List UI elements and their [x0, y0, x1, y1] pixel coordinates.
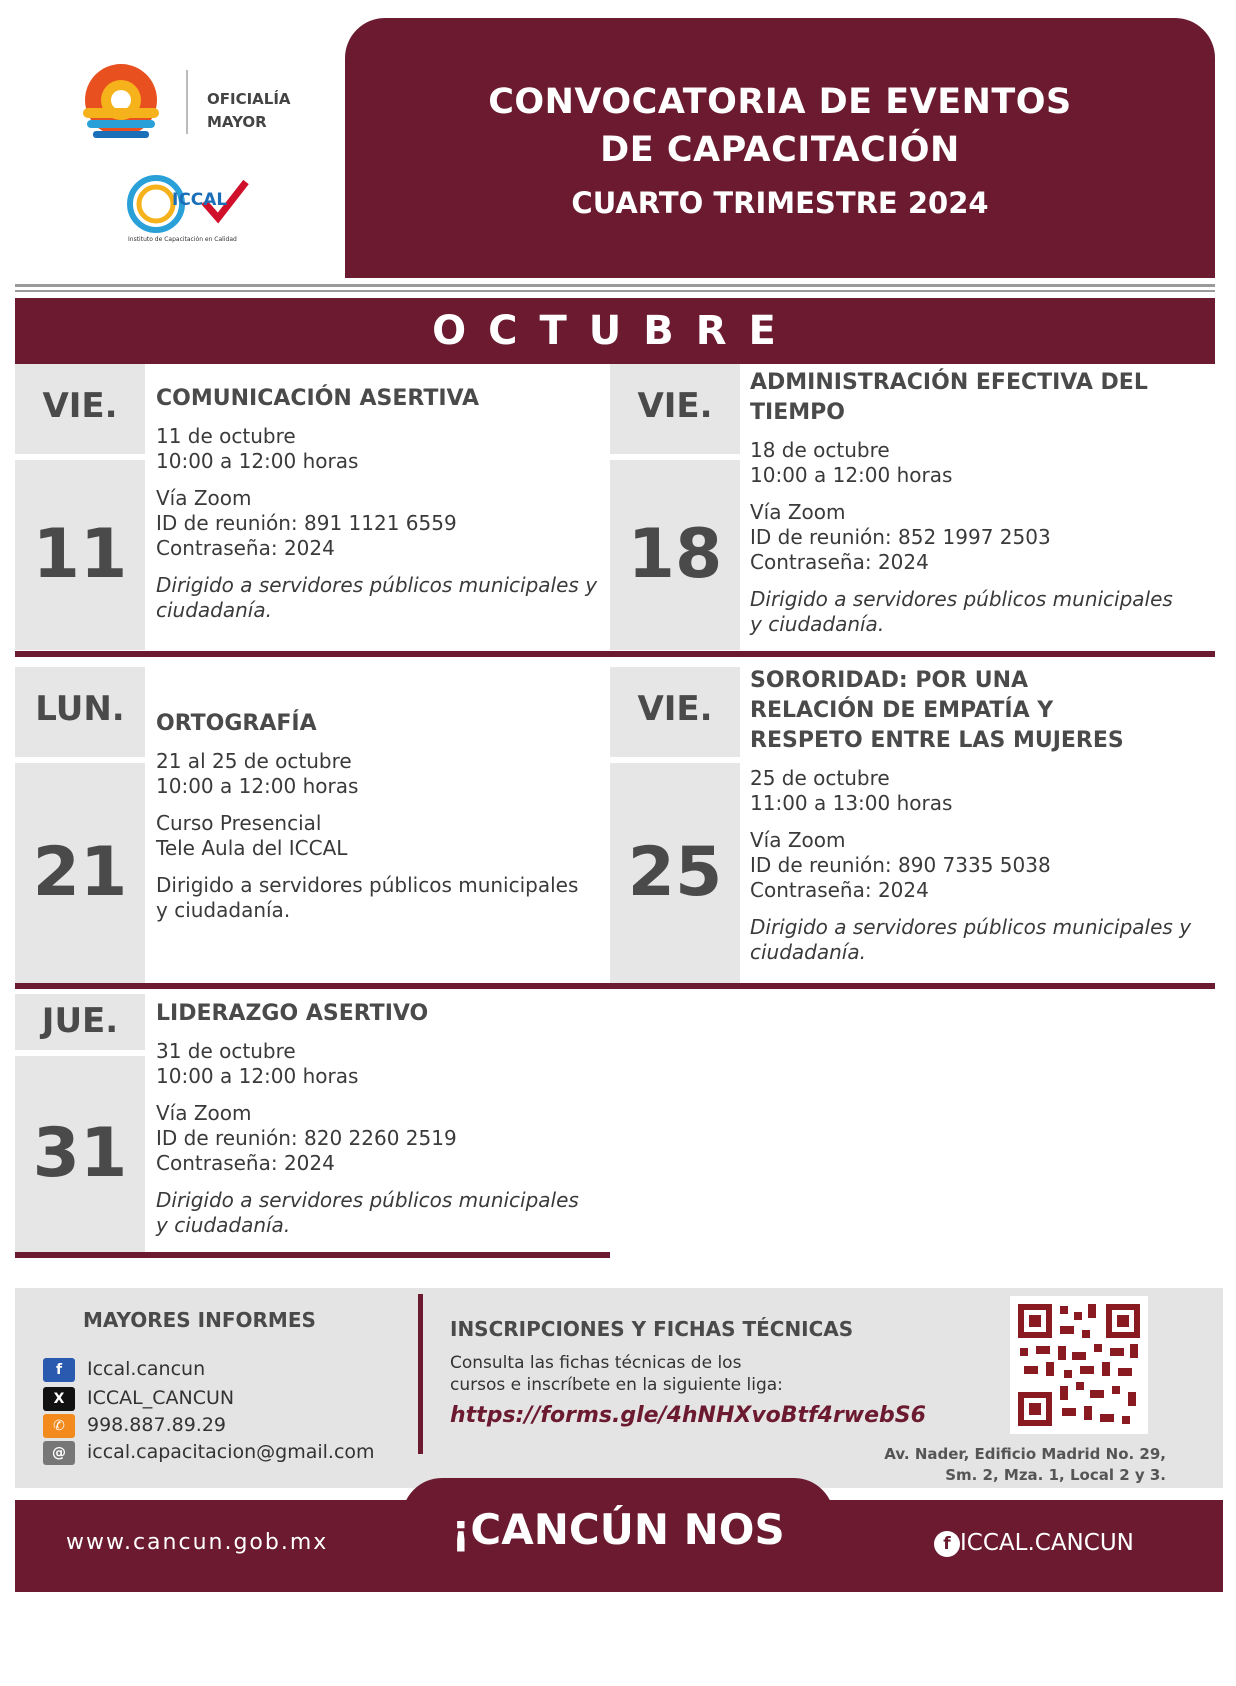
- contact-x: X ICCAL_CANCUN: [43, 1385, 234, 1411]
- email-icon: @: [43, 1441, 75, 1465]
- address: Av. Nader, Edificio Madrid No. 29, Sm. 2, Mza. 1, Local 2 y 3.: [884, 1445, 1166, 1484]
- event-day: 11: [15, 460, 145, 650]
- row-separator: [15, 1252, 610, 1258]
- website-link[interactable]: www.cancun.gob.mx: [66, 1530, 329, 1555]
- facebook-icon: f: [43, 1358, 75, 1382]
- x-icon: X: [43, 1387, 75, 1411]
- iccal-subtitle: Instituto de Capacitación en Calidad: [128, 236, 237, 243]
- event-card: LIDERAZGO ASERTIVO 31 de octubre 10:00 a 12:00 horas Vía Zoom ID de reunión: 820 2260 2519 Contraseña: 2024 Dirigido a servidores públicos municipales y ciudadanía.: [156, 999, 606, 1238]
- event-title: ADMINISTRACIÓN EFECTIVA DEL TIEMPO: [750, 370, 1148, 425]
- event-dow: VIE.: [610, 667, 740, 757]
- contact-facebook: f Iccal.cancun: [43, 1356, 205, 1382]
- page-title: CONVOCATORIA DE EVENTOS DE CAPACITACIÓN: [488, 82, 1072, 170]
- event-card: COMUNICACIÓN ASERTIVA 11 de octubre 10:00 a 12:00 horas Vía Zoom ID de reunión: 891 1121 6559 Contraseña: 2024 Dirigido a servidores públicos municipales y ciudadanía.: [156, 384, 606, 623]
- event-day: 25: [610, 763, 740, 983]
- logo-area: [0, 0, 340, 280]
- event-title: SORORIDAD: POR UNA RELACIÓN DE EMPATÍA Y RESPETO ENTRE LAS MUJERES: [750, 668, 1124, 753]
- info-heading: MAYORES INFORMES: [83, 1308, 316, 1332]
- event-title: COMUNICACIÓN ASERTIVA: [156, 386, 480, 411]
- qr-code-icon[interactable]: [1010, 1296, 1148, 1434]
- event-title: LIDERAZGO ASERTIVO: [156, 1001, 429, 1026]
- footer-divider: [418, 1294, 423, 1454]
- signup-link[interactable]: https://forms.gle/4hNHXvoBtf4rwebS6: [450, 1403, 926, 1428]
- event-title: ORTOGRAFÍA: [156, 711, 317, 736]
- event-dow: VIE.: [15, 364, 145, 454]
- facebook-icon: f: [934, 1531, 960, 1557]
- slogan: ¡CANCÚN NOS UNE!: [402, 1478, 834, 1592]
- header-banner: [345, 18, 1215, 278]
- event-day: 18: [610, 460, 740, 650]
- event-dow: LUN.: [15, 667, 145, 757]
- signup-text: Consulta las fichas técnicas de los cursos e inscríbete en la siguiente liga:: [450, 1353, 783, 1395]
- event-dow: VIE.: [610, 364, 740, 454]
- office-name: OFICIALÍA MAYOR: [207, 90, 291, 131]
- iccal-wordmark: ICCAL: [172, 190, 228, 210]
- month-banner: OCTUBRE: [15, 298, 1215, 364]
- header-rule: [15, 284, 1215, 287]
- event-day: 31: [15, 1056, 145, 1252]
- cancun-logo-icon: [78, 60, 164, 148]
- header-rule-thin: [15, 290, 1215, 292]
- logo-divider: [186, 70, 188, 134]
- event-dow: JUE.: [15, 994, 145, 1050]
- page-subtitle: CUARTO TRIMESTRE 2024: [571, 186, 989, 220]
- event-card: ADMINISTRACIÓN EFECTIVA DEL TIEMPO 18 de octubre 10:00 a 12:00 horas Vía Zoom ID de reunión: 852 1997 2503 Contraseña: 2024 Dirigido a servidores públicos municipales y ciudadanía.: [750, 368, 1210, 637]
- signup-heading: INSCRIPCIONES Y FICHAS TÉCNICAS: [450, 1317, 854, 1341]
- event-card: SORORIDAD: POR UNA RELACIÓN DE EMPATÍA Y RESPETO ENTRE LAS MUJERES 25 de octubre 11:00 a 13:00 horas Vía Zoom ID de reunión: 890 7335 5038 Contraseña: 2024 Dirigido a servidores públicos municipales y ciudadanía.: [750, 666, 1210, 965]
- contact-email: @ iccal.capacitacion@gmail.com: [43, 1439, 375, 1465]
- row-separator: [15, 983, 1215, 989]
- phone-icon: ✆: [43, 1414, 75, 1438]
- social-handle[interactable]: f ICCAL.CANCUN: [934, 1528, 1134, 1558]
- contact-phone: ✆ 998.887.89.29: [43, 1412, 226, 1438]
- event-card: ORTOGRAFÍA 21 al 25 de octubre 10:00 a 12:00 horas Curso Presencial Tele Aula del ICCAL Dirigido a servidores públicos municipales y ciudadanía.: [156, 709, 606, 923]
- event-day: 21: [15, 763, 145, 983]
- row-separator: [15, 651, 1215, 657]
